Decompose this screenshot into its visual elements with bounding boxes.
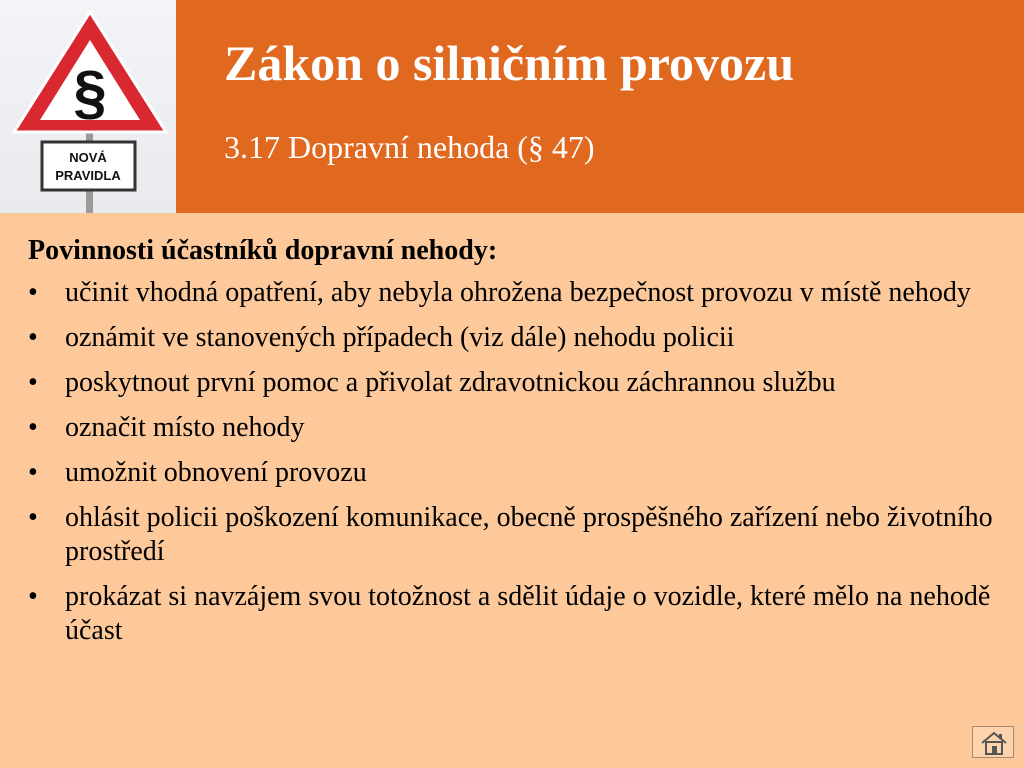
bullet: • — [28, 367, 38, 398]
plate-line-2: PRAVIDLA — [55, 168, 121, 183]
road-sign-logo — [0, 0, 176, 213]
list-item — [28, 411, 998, 445]
list-item — [28, 456, 998, 490]
list-item — [28, 276, 998, 310]
bullet: • — [28, 412, 38, 443]
list-item-text: oznámit ve stanovených případech (viz dále) nehodu policii — [65, 322, 735, 353]
bullet: • — [28, 502, 38, 533]
list-item — [28, 366, 998, 400]
list-item — [28, 580, 998, 648]
home-button[interactable] — [972, 726, 1014, 758]
bullet: • — [28, 581, 38, 612]
list-item-text: poskytnout první pomoc a přivolat zdravotnickou záchrannou službu — [65, 367, 836, 398]
content-body — [28, 234, 998, 659]
content-heading: Povinnosti účastníků dopravní nehody: — [28, 235, 498, 266]
home-icon — [980, 730, 1008, 756]
list-item-text: učinit vhodná opatření, aby nebyla ohrožena bezpečnost provozu v místě nehody — [65, 277, 971, 308]
header-bar — [0, 0, 1024, 213]
list-item-text: ohlásit policii poškození komunikace, obecně prospěšného zařízení nebo životního prostředí — [65, 502, 993, 567]
page-subtitle: 3.17 Dopravní nehoda (§ 47) — [224, 129, 595, 165]
list-item-text: umožnit obnovení provozu — [65, 457, 367, 488]
duties-list — [28, 276, 998, 648]
list-item — [28, 321, 998, 355]
list-item-text: označit místo nehody — [65, 412, 305, 443]
bullet: • — [28, 277, 38, 308]
list-item-text: prokázat si navzájem svou totožnost a sdělit údaje o vozidle, které mělo na nehodě účast — [65, 581, 991, 646]
page-title: Zákon o silničním provozu — [224, 35, 795, 91]
bullet: • — [28, 457, 38, 488]
plate-line-1: NOVÁ — [69, 150, 107, 165]
paragraph-symbol: § — [73, 59, 107, 126]
logo-panel — [0, 0, 176, 213]
bullet: • — [28, 322, 38, 353]
list-item — [28, 501, 998, 569]
